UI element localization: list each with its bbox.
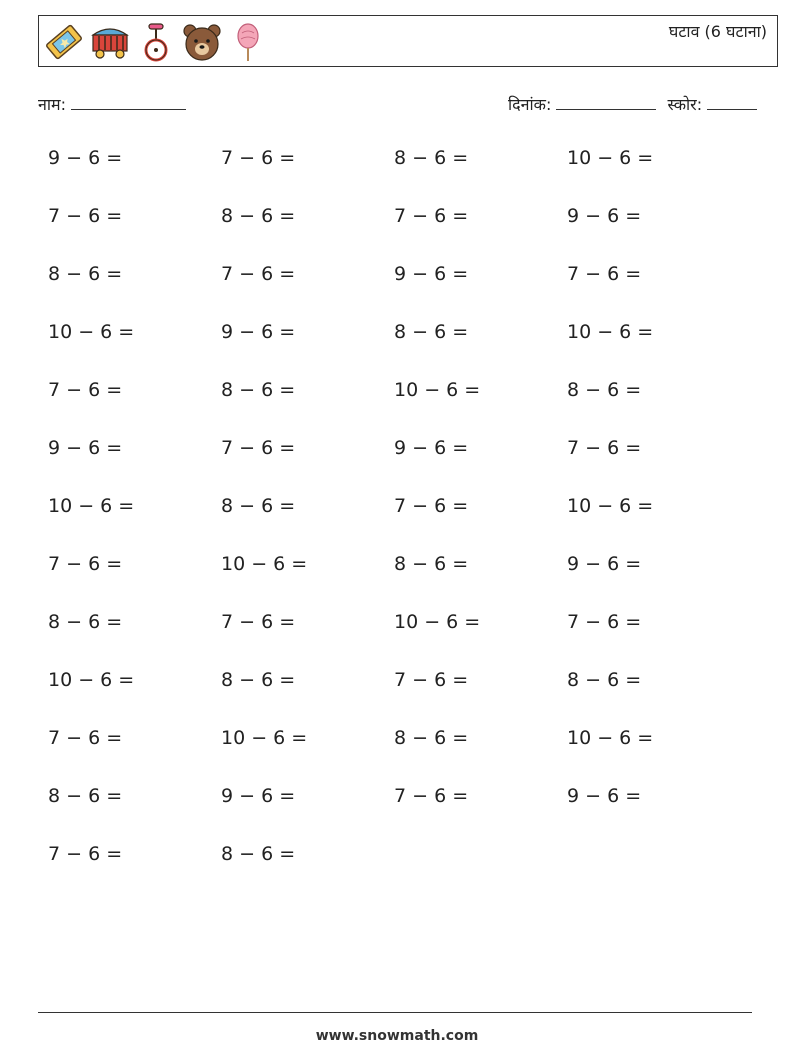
footer-divider	[38, 1012, 752, 1013]
subtraction-problem: 8 − 6 =	[394, 553, 469, 575]
subtraction-problem: 8 − 6 =	[221, 495, 296, 517]
subtraction-problem: 8 − 6 =	[394, 147, 469, 169]
subtraction-problem: 7 − 6 =	[567, 263, 642, 285]
subtraction-problem: 8 − 6 =	[567, 669, 642, 691]
subtraction-problem: 8 − 6 =	[48, 611, 123, 633]
subtraction-problem: 10 − 6 =	[567, 321, 654, 343]
subtraction-problem: 7 − 6 =	[394, 495, 469, 517]
subtraction-problem: 10 − 6 =	[567, 727, 654, 749]
subtraction-problem: 10 − 6 =	[48, 669, 135, 691]
subtraction-problem: 10 − 6 =	[221, 727, 308, 749]
subtraction-problem: 9 − 6 =	[394, 263, 469, 285]
unicycle-icon	[135, 21, 177, 63]
subtraction-problem: 10 − 6 =	[48, 321, 135, 343]
subtraction-problem: 9 − 6 =	[48, 147, 123, 169]
subtraction-problem: 7 − 6 =	[567, 437, 642, 459]
subtraction-problem: 7 − 6 =	[394, 785, 469, 807]
name-blank	[71, 93, 186, 110]
subtraction-problem: 8 − 6 =	[48, 785, 123, 807]
subtraction-problem: 10 − 6 =	[221, 553, 308, 575]
subtraction-problem: 8 − 6 =	[221, 379, 296, 401]
subtraction-problem: 8 − 6 =	[221, 205, 296, 227]
subtraction-problem: 7 − 6 =	[221, 437, 296, 459]
subtraction-problem: 8 − 6 =	[221, 669, 296, 691]
subtraction-problem: 8 − 6 =	[221, 843, 296, 865]
subtraction-problem: 9 − 6 =	[567, 785, 642, 807]
ticket-icon	[43, 21, 85, 63]
circus-wagon-icon	[89, 21, 131, 63]
subtraction-problem: 8 − 6 =	[567, 379, 642, 401]
subtraction-problem: 7 − 6 =	[48, 727, 123, 749]
bear-face-icon	[181, 21, 223, 63]
subtraction-problem: 9 − 6 =	[221, 321, 296, 343]
name-label: नाम:	[38, 95, 66, 114]
subtraction-problem: 9 − 6 =	[221, 785, 296, 807]
subtraction-problem: 10 − 6 =	[48, 495, 135, 517]
header-icons	[43, 20, 269, 64]
subtraction-problem: 7 − 6 =	[394, 205, 469, 227]
subtraction-problem: 8 − 6 =	[48, 263, 123, 285]
cotton-candy-icon	[227, 21, 269, 63]
subtraction-problem: 10 − 6 =	[567, 147, 654, 169]
subtraction-problem: 7 − 6 =	[48, 205, 123, 227]
date-blank	[556, 93, 656, 110]
date-score-fields	[508, 93, 757, 115]
subtraction-problem: 7 − 6 =	[394, 669, 469, 691]
subtraction-problem: 10 − 6 =	[567, 495, 654, 517]
name-field	[38, 93, 186, 115]
worksheet-header	[38, 15, 778, 67]
worksheet-title: घटाव (6 घटाना)	[668, 22, 767, 41]
date-label: दिनांक:	[508, 95, 552, 114]
subtraction-problem: 7 − 6 =	[567, 611, 642, 633]
subtraction-problem: 9 − 6 =	[48, 437, 123, 459]
subtraction-problem: 7 − 6 =	[48, 553, 123, 575]
subtraction-problem: 7 − 6 =	[48, 379, 123, 401]
subtraction-problem: 8 − 6 =	[394, 321, 469, 343]
footer-website: www.snowmath.com	[315, 1028, 479, 1044]
subtraction-problem: 7 − 6 =	[48, 843, 123, 865]
subtraction-problem: 10 − 6 =	[394, 611, 481, 633]
subtraction-problem: 8 − 6 =	[394, 727, 469, 749]
subtraction-problem: 9 − 6 =	[567, 553, 642, 575]
subtraction-problem: 9 − 6 =	[567, 205, 642, 227]
subtraction-problem: 7 − 6 =	[221, 263, 296, 285]
subtraction-problem: 10 − 6 =	[394, 379, 481, 401]
subtraction-problem: 7 − 6 =	[221, 147, 296, 169]
subtraction-problem: 9 − 6 =	[394, 437, 469, 459]
score-blank	[707, 93, 757, 110]
subtraction-problem: 7 − 6 =	[221, 611, 296, 633]
score-label: स्कोर:	[667, 95, 703, 114]
